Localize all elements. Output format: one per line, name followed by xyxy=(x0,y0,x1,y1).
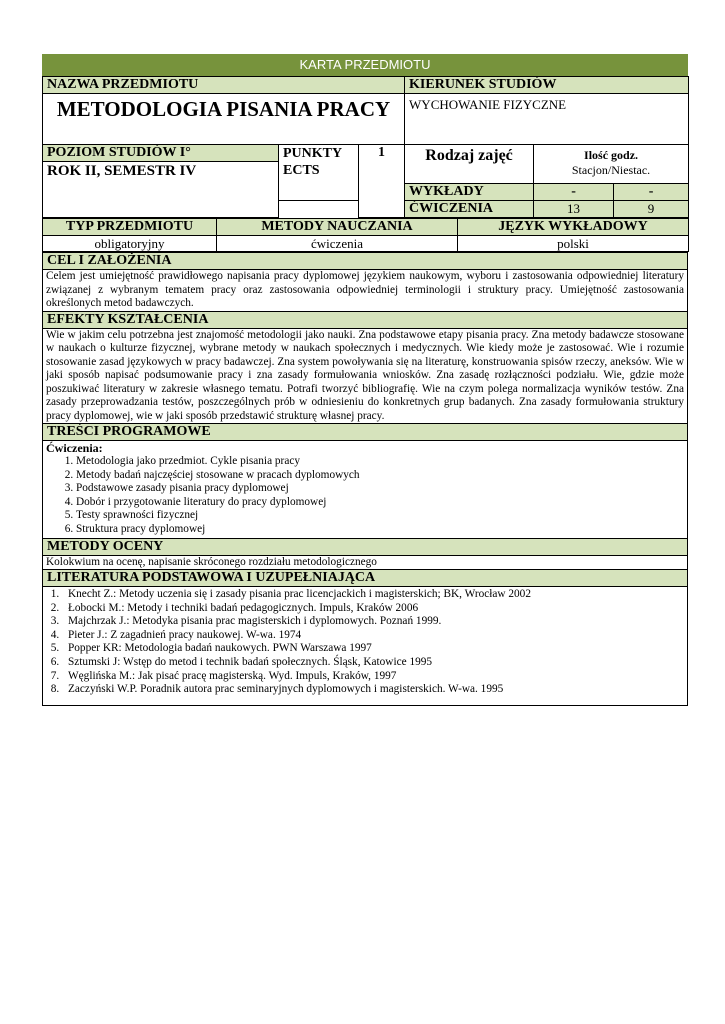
rodzaj-label: Rodzaj zajęć xyxy=(405,145,534,184)
nazwa-label: NAZWA PRZEDMIOTU xyxy=(43,77,405,94)
list-item: 6. Struktura pracy dyplomowej xyxy=(76,523,684,537)
jezyk-value: polski xyxy=(458,236,689,252)
ocena-label: METODY OCENY xyxy=(43,538,688,555)
tresci-label: TREŚCI PROGRAMOWE xyxy=(43,424,688,441)
tresci-content xyxy=(43,441,688,539)
list-item: 7. Węglińska M.: Jak pisać pracę magisterską. Wyd. Impuls, Kraków, 1997 xyxy=(62,670,684,684)
cwiczenia-label: ĆWICZENIA xyxy=(405,201,534,218)
course-meta-table xyxy=(42,218,689,252)
ects-label xyxy=(279,145,359,201)
ilosc-sub: Stacjon/Niestac. xyxy=(571,163,651,177)
typ-label: TYP PRZEDMIOTU xyxy=(43,219,217,236)
ilosc-label: Ilość godz. xyxy=(584,148,639,162)
kierunek-label: KIERUNEK STUDIÓW xyxy=(405,77,689,94)
metody-value: ćwiczenia xyxy=(217,236,458,252)
ects-value: 1 xyxy=(359,145,405,218)
list-item: 2. Metody badań najczęściej stosowane w pracach dyplomowych xyxy=(76,469,684,483)
ilosc-cell xyxy=(534,145,689,184)
efekty-label: EFEKTY KSZTAŁCENIA xyxy=(43,311,688,328)
literatura-label: LITERATURA PODSTAWOWA I UZUPEŁNIAJĄCA xyxy=(43,570,688,587)
course-name: METODOLOGIA PISANIA PRACY xyxy=(43,94,405,145)
list-item: 5. Testy sprawności fizycznej xyxy=(76,509,684,523)
list-item: 1. Metodologia jako przedmiot. Cykle pisania pracy xyxy=(76,455,684,469)
card-title: KARTA PRZEDMIOTU xyxy=(42,54,688,76)
list-item: 2. Łobocki M.: Metody i techniki badań pedagogicznych. Impuls, Kraków 2006 xyxy=(62,602,684,616)
ects-label-line2: ECTS xyxy=(283,163,320,178)
cwiczenia-niestac: 9 xyxy=(614,201,689,218)
literatura-content xyxy=(43,587,688,706)
cwiczenia-head: Ćwiczenia: xyxy=(46,441,103,455)
wyklady-label: WYKŁADY xyxy=(405,184,534,201)
tresci-list xyxy=(46,455,684,537)
metody-label: METODY NAUCZANIA xyxy=(217,219,458,236)
kierunek-value: WYCHOWANIE FIZYCZNE xyxy=(405,94,689,145)
list-item: 6. Sztumski J: Wstęp do metod i technik badań społecznych. Śląsk, Katowice 1995 xyxy=(62,656,684,670)
jezyk-label: JĘZYK WYKŁADOWY xyxy=(458,219,689,236)
list-item: 4. Dobór i przygotowanie literatury do pracy dyplomowej xyxy=(76,496,684,510)
cel-text: Celem jest umiejętność prawidłowego napisania pracy dyplomowej językiem naukowym, wyboru i zastosowania odpowiedniej literatury związanej z wybranym tematem pracy oraz zastosowania odpowiedniej terminologii i struktury pracy. Umiejętność zastosowania określonych metod badawczych. xyxy=(43,270,688,312)
ects-label-line1: PUNKTY xyxy=(283,146,343,161)
course-card xyxy=(42,54,688,706)
poziom-label: POZIOM STUDIÓW I° xyxy=(43,145,279,162)
rok-label: ROK II, SEMESTR IV xyxy=(43,162,279,218)
typ-value: obligatoryjny xyxy=(43,236,217,252)
list-item: 4. Pieter J.: Z zagadnień pracy naukowej. W-wa. 1974 xyxy=(62,629,684,643)
literatura-list xyxy=(46,588,684,697)
cel-label: CEL I ZAŁOŻENIA xyxy=(43,253,688,270)
efekty-text: Wie w jakim celu potrzebna jest znajomość metodologii jako nauki. Zna podstawowe etapy pisania pracy. Zna metody badawcze stosowane w naukach o kulturze fizycznej, wybrane metody w naukach społecznych i medycznych. Wie kiedy może je zastosować. Wie i rozumie stosowanie zasad językowych w pracy badawczej. Zna system powoływania się na literaturę, konstruowania spisów rzeczy, aneksów. Wie w jaki sposób napisać podsumowanie pracy i zna zasady formułowania wniosków. Zna zasadę rozłączności podziału. Wie, gdzie może poszukiwać literatury w zakresie własnego tematu. Potrafi tworzyć bibliografię. Wie na czym polega normalizacja wyników testów. Zna zasady przeprowadzania testów, poszczególnych prób w odniesieniu do konkretnych grup badanych. Zna zasady formułowania struktury pracy dyplomowej, wie w jaki sposób przedstawić strukturę własnej pracy. xyxy=(43,328,688,424)
ocena-text: Kolokwium na ocenę, napisanie skróconego rozdziału metodologicznego xyxy=(43,555,688,570)
wyklady-niestac: - xyxy=(614,184,689,201)
list-item: 3. Podstawowe zasady pisania pracy dyplomowej xyxy=(76,482,684,496)
cwiczenia-stac: 13 xyxy=(534,201,614,218)
list-item: 1. Knecht Z.: Metody uczenia się i zasady pisania prac licencjackich i magisterskich; BK, Wrocław 2002 xyxy=(62,588,684,602)
list-item: 3. Majchrzak J.: Metodyka pisania prac magisterskich i dyplomowych. Poznań 1999. xyxy=(62,615,684,629)
list-item: 8. Zaczyński W.P. Poradnik autora prac seminaryjnych dyplomowych i magisterskich. W-wa. 1995 xyxy=(62,683,684,697)
list-item: 5. Popper KR: Metodologia badań naukowych. PWN Warszawa 1997 xyxy=(62,642,684,656)
course-sections-table xyxy=(42,252,688,706)
course-header-table xyxy=(42,76,689,218)
wyklady-stac: - xyxy=(534,184,614,201)
